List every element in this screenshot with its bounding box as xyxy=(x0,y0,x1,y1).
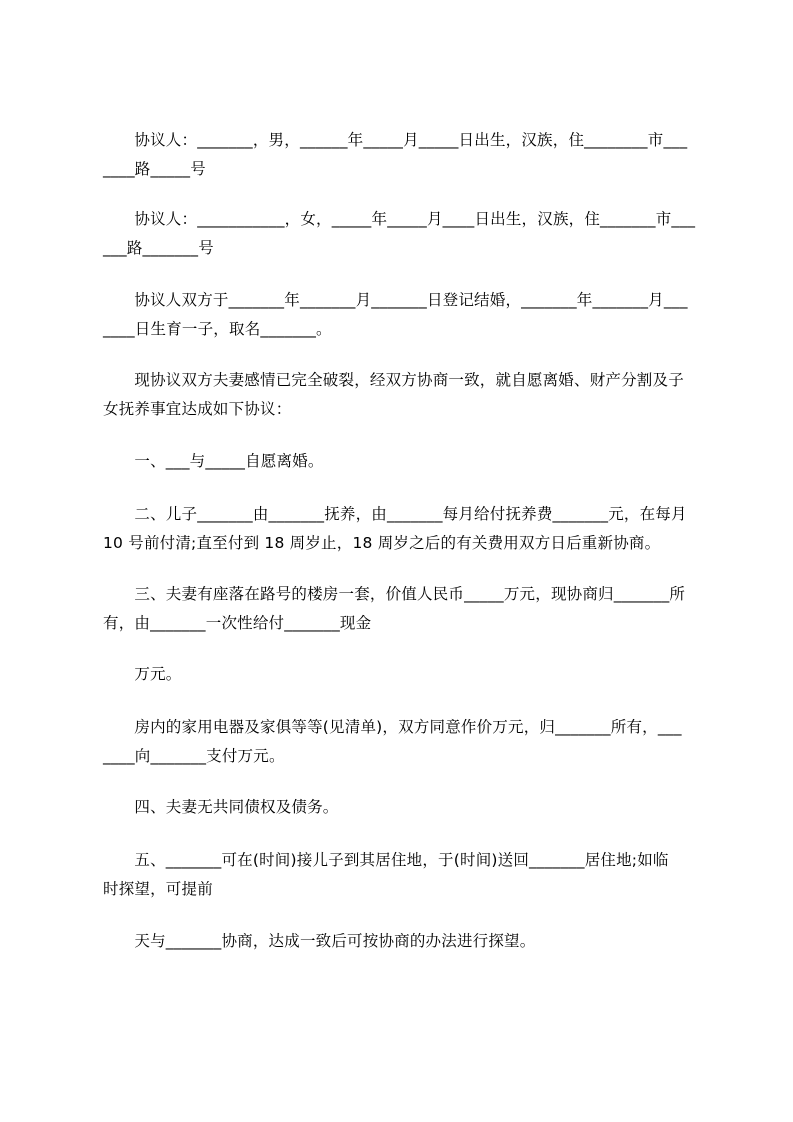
paragraph-line: 女抚养事宜达成如下协议： xyxy=(103,400,292,418)
paragraph-clause-4 xyxy=(103,793,703,822)
paragraph-clause-2 xyxy=(103,500,703,558)
paragraph-line: 二、儿子_______由_______抚养，由_______每月给付抚养费_______元，在每月 xyxy=(103,505,687,523)
paragraph-line: 现协议双方夫妻感情已完全破裂，经双方协商一致，就自愿离婚、财产分割及子 xyxy=(103,371,684,389)
paragraph-marriage xyxy=(103,286,703,344)
paragraph-line: 协议人双方于_______年_______月_______日登记结婚，_______年_______月___ xyxy=(103,291,688,309)
paragraph-appliances xyxy=(103,713,703,771)
paragraph-clause-3-amount xyxy=(103,660,703,689)
paragraph-clause-5 xyxy=(103,846,703,904)
paragraph-line: 协议人：___________，女，_____年_____月____日出生，汉族，住_______市___ xyxy=(103,210,696,228)
paragraph-line: 万元。 xyxy=(103,665,182,683)
paragraph-line: ___路_______号 xyxy=(103,239,214,257)
paragraph-line: 时探望，可提前 xyxy=(103,880,213,898)
paragraph-line: 一、___与_____自愿离婚。 xyxy=(103,452,324,470)
paragraph-party-1 xyxy=(103,126,703,184)
paragraph-party-2 xyxy=(103,205,703,263)
paragraph-line: 协议人：_______，男，______年_____月_____日出生，汉族，住________市___ xyxy=(103,131,688,149)
paragraph-clause-1 xyxy=(103,447,703,476)
paragraph-visit xyxy=(103,927,703,956)
paragraph-line: 有，由_______一次性给付_______现金 xyxy=(103,614,372,632)
paragraph-line: ____路_____号 xyxy=(103,160,206,178)
paragraph-clause-3 xyxy=(103,580,703,638)
paragraph-line: 五、_______可在(时间)接儿子到其居住地，于(时间)送回_______居住地;如临 xyxy=(103,851,669,869)
paragraph-line: 三、夫妻有座落在路号的楼房一套，价值人民币_____万元，现协商归_______所 xyxy=(103,585,686,603)
paragraph-line: 天与_______协商，达成一致后可按协商的办法进行探望。 xyxy=(103,932,536,950)
paragraph-line: 房内的家用电器及家俱等等(见清单)，双方同意作价万元，归_______所有，___ xyxy=(103,718,682,736)
paragraph-intro xyxy=(103,366,703,424)
paragraph-line: ____向_______支付万元。 xyxy=(103,747,285,765)
paragraph-line: 10 号前付清;直至付到 18 周岁止，18 周岁之后的有关费用双方日后重新协商。 xyxy=(103,534,661,552)
paragraph-line: ____日生育一子，取名_______。 xyxy=(103,320,332,338)
paragraph-line: 四、夫妻无共同债权及债务。 xyxy=(103,798,339,816)
